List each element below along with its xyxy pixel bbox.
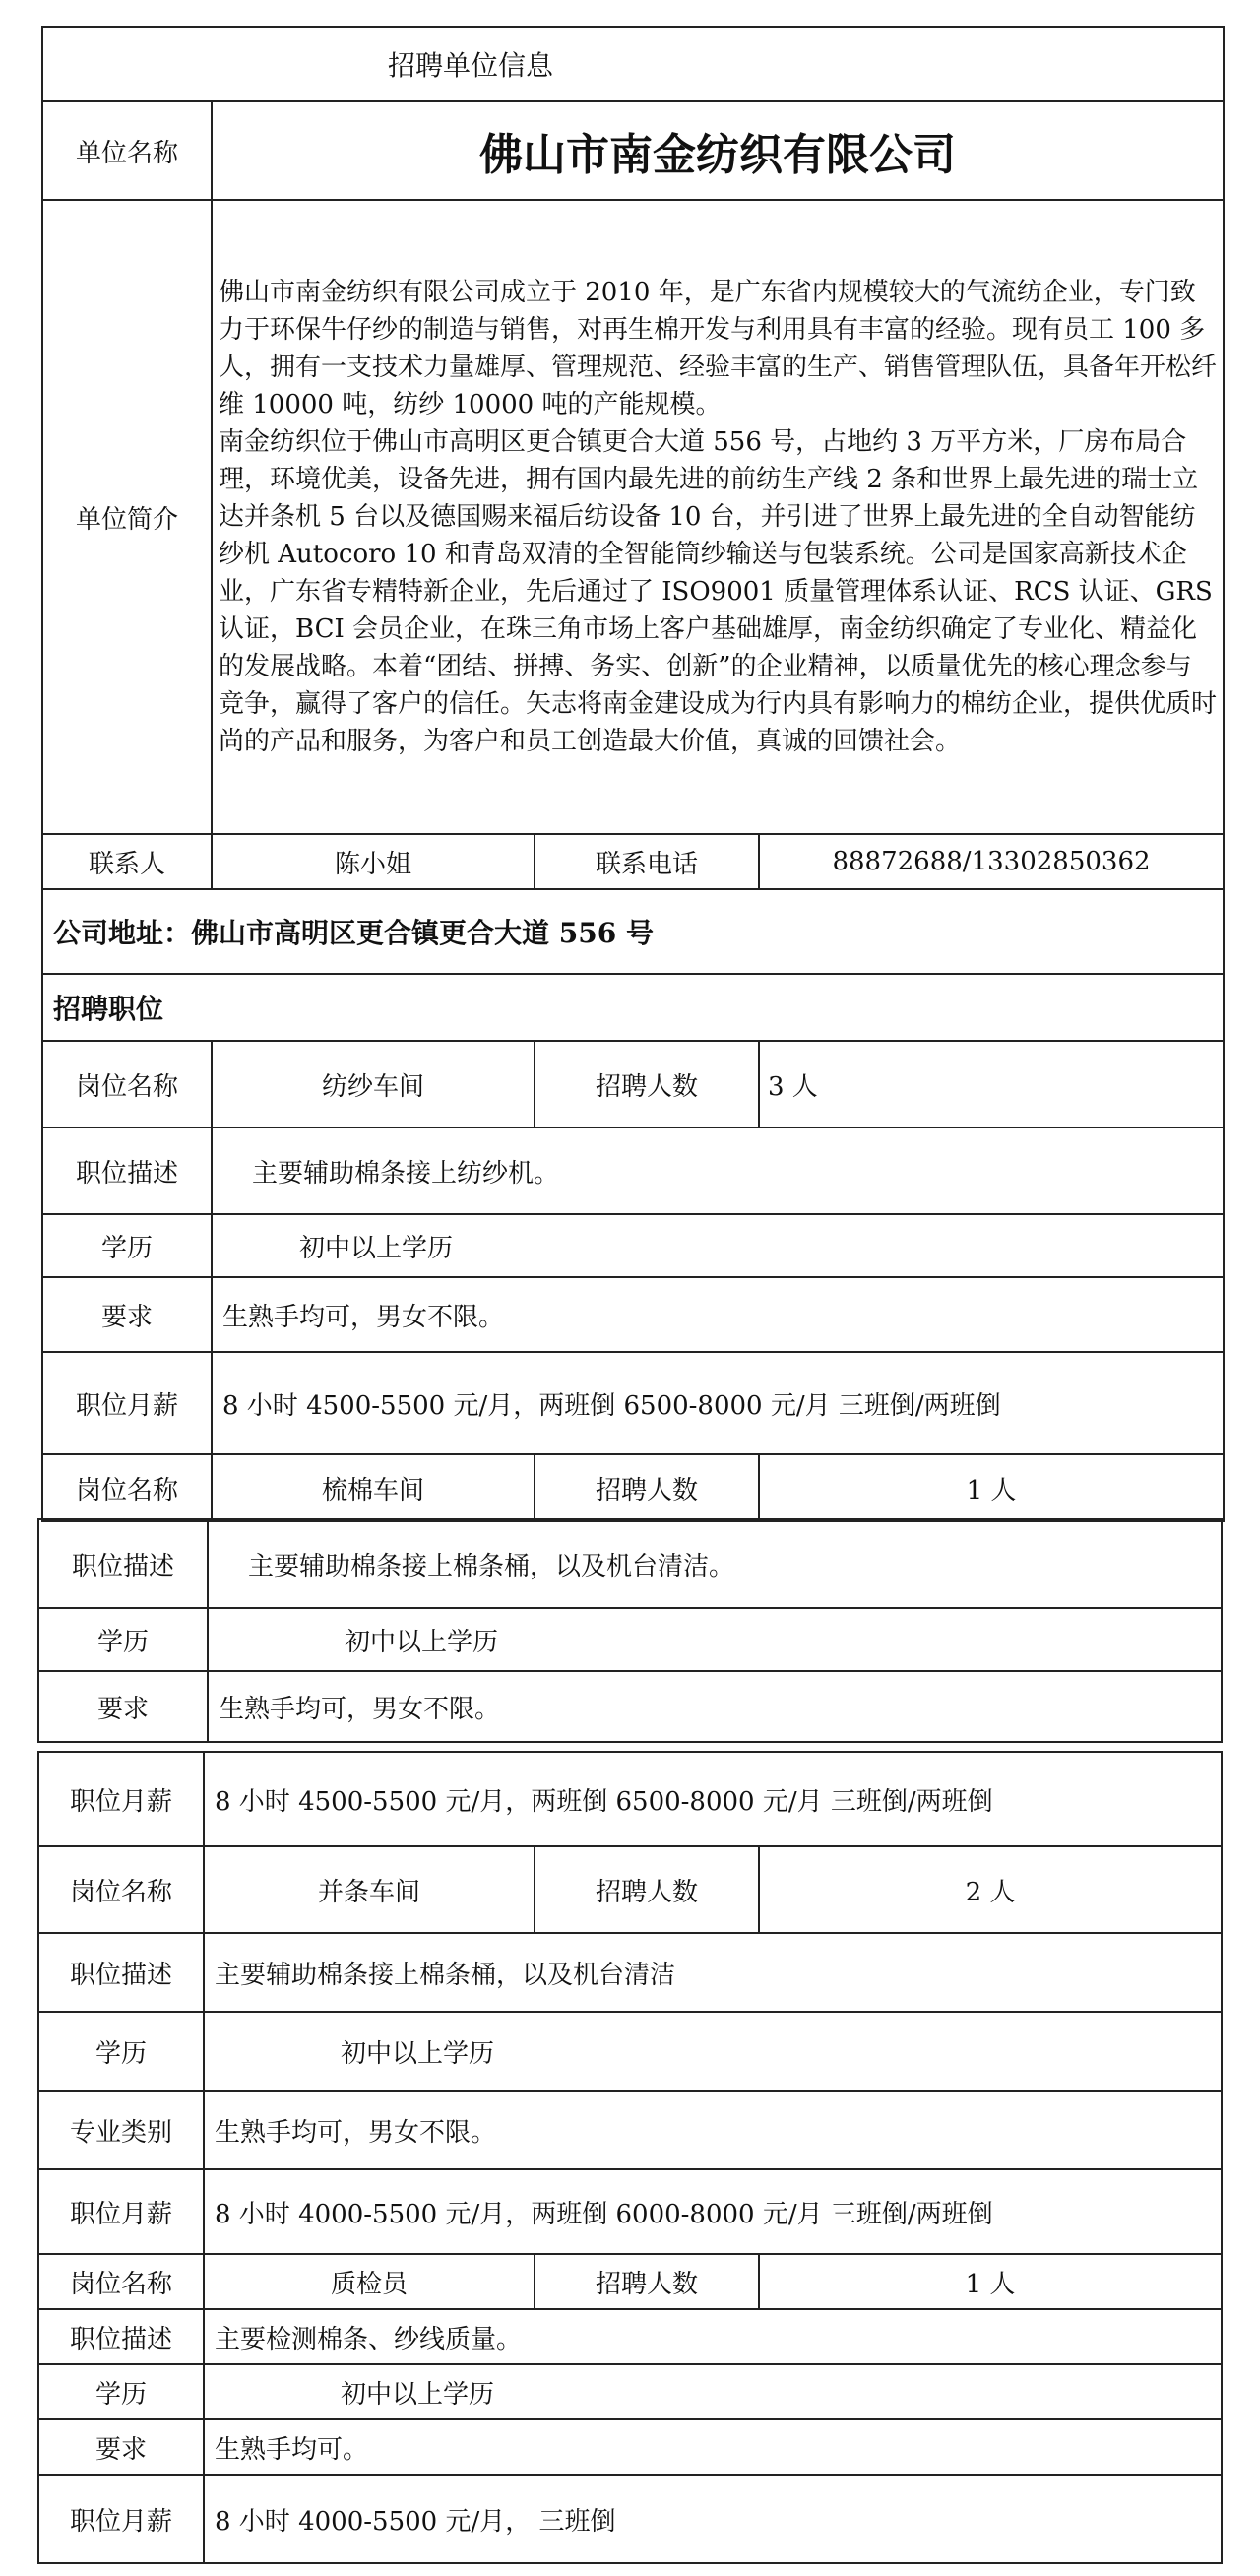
post-name: 质检员: [204, 2254, 535, 2309]
headcount: 1 人: [759, 1454, 1224, 1521]
phone-label: 联系电话: [535, 834, 759, 889]
requirement-label: 要求: [38, 2419, 204, 2475]
section-title: 招聘单位信息: [42, 27, 1224, 101]
requirement: 生熟手均可，男女不限。: [212, 1277, 1224, 1352]
education-label: 学历: [38, 2364, 204, 2419]
desc-label: 职位描述: [38, 2309, 204, 2364]
major-label: 专业类别: [38, 2091, 204, 2169]
headcount-label: 招聘人数: [535, 1454, 759, 1521]
recruitment-table-job2: [37, 1518, 1223, 1743]
company-intro-label: 单位简介: [42, 200, 212, 834]
positions-title: 招聘职位: [42, 974, 1224, 1041]
education: 初中以上学历: [204, 2364, 1222, 2419]
phone-number: 88872688/13302850362: [759, 834, 1224, 889]
post-name-label: 岗位名称: [38, 1846, 204, 1933]
intro-paragraph-1: 佛山市南金纺织有限公司成立于 2010 年，是广东省内规模较大的气流纺企业，专门致力于环保牛仔纱的制造与销售，对再生棉开发与利用具有丰富的经验。现有员工 100 多人，拥有一支技术力量雄厚、管理规范、经验丰富的生产、销售管理队伍，具备年开松纤维 10000 吨，纺纱 10000 吨的产能规模。: [219, 278, 1218, 419]
headcount: 3 人: [759, 1041, 1224, 1127]
recruitment-table-bottom: [37, 1751, 1223, 2564]
headcount: 2 人: [759, 1846, 1222, 1933]
education-label: 学历: [38, 2012, 204, 2091]
intro-paragraph-2: 南金纺织位于佛山市高明区更合镇更合大道 556 号，占地约 3 万平方米，厂房布局合理，环境优美，设备先进，拥有国内最先进的前纺生产线 2 条和世界上最先进的瑞士立达并条机 5 台以及德国赐来福后纺设备 10 台，并引进了世界上最先进的全自动智能纺纱机 Autocoro 10 和青岛双清的全智能筒纱输送与包装系统。公司是国家高新技术企业，广东省专精特新企业，先后通过了 ISO9001 质量管理体系认证、RCS 认证、GRS 认证，BCI 会员企业，在珠三角市场上客户基础雄厚，南金纺织确定了专业化、精益化的发展战略。本着“团结、拼搏、务实、创新”的企业精神，以质量优先的核心理念参与竞争，赢得了客户的信任。矢志将南金建设成为行内具有影响力的棉纺企业，提供优质时尚的产品和服务，为客户和员工创造最大价值，真诚的回馈社会。: [219, 427, 1218, 756]
company-name: 佛山市南金纺织有限公司: [212, 101, 1224, 200]
salary: 8 小时 4500-5500 元/月，两班倒 6500-8000 元/月 三班倒/两班倒: [204, 1752, 1222, 1846]
requirement: 生熟手均可，男女不限。: [204, 2091, 1222, 2169]
post-name-label: 岗位名称: [42, 1041, 212, 1127]
headcount-label: 招聘人数: [535, 1846, 759, 1933]
job-description: 主要辅助棉条接上纺纱机。: [212, 1127, 1224, 1214]
post-name-label: 岗位名称: [42, 1454, 212, 1521]
education: 初中以上学历: [204, 2012, 1222, 2091]
recruitment-table-top: [41, 26, 1225, 1522]
requirement: 生熟手均可。: [204, 2419, 1222, 2475]
post-name: 梳棉车间: [212, 1454, 535, 1521]
salary-label: 职位月薪: [38, 2475, 204, 2563]
salary-label: 职位月薪: [38, 2169, 204, 2254]
education-label: 学历: [42, 1214, 212, 1277]
salary: 8 小时 4000-5500 元/月， 三班倒: [204, 2475, 1222, 2563]
education: 初中以上学历: [208, 1608, 1222, 1671]
post-name: 并条车间: [204, 1846, 535, 1933]
post-name: 纺纱车间: [212, 1041, 535, 1127]
job-description: 主要辅助棉条接上棉条桶，以及机台清洁: [204, 1933, 1222, 2012]
headcount-label: 招聘人数: [535, 2254, 759, 2309]
company-name-label: 单位名称: [42, 101, 212, 200]
contact-label: 联系人: [42, 834, 212, 889]
company-address: 公司地址：佛山市高明区更合镇更合大道 556 号: [42, 889, 1224, 974]
desc-label: 职位描述: [38, 1519, 208, 1608]
headcount-label: 招聘人数: [535, 1041, 759, 1127]
post-name-label: 岗位名称: [38, 2254, 204, 2309]
salary: 8 小时 4000-5500 元/月，两班倒 6000-8000 元/月 三班倒/两班倒: [204, 2169, 1222, 2254]
education-label: 学历: [38, 1608, 208, 1671]
job-description: 主要辅助棉条接上棉条桶，以及机台清洁。: [208, 1519, 1222, 1608]
salary: 8 小时 4500-5500 元/月，两班倒 6500-8000 元/月 三班倒/两班倒: [212, 1352, 1224, 1454]
requirement: 生熟手均可，男女不限。: [208, 1671, 1222, 1742]
job-description: 主要检测棉条、纱线质量。: [204, 2309, 1222, 2364]
education: 初中以上学历: [212, 1214, 1224, 1277]
contact-name: 陈小姐: [212, 834, 535, 889]
desc-label: 职位描述: [42, 1127, 212, 1214]
desc-label: 职位描述: [38, 1933, 204, 2012]
headcount: 1 人: [759, 2254, 1222, 2309]
requirement-label: 要求: [38, 1671, 208, 1742]
salary-label: 职位月薪: [42, 1352, 212, 1454]
company-intro: [212, 200, 1224, 834]
requirement-label: 要求: [42, 1277, 212, 1352]
salary-label: 职位月薪: [38, 1752, 204, 1846]
